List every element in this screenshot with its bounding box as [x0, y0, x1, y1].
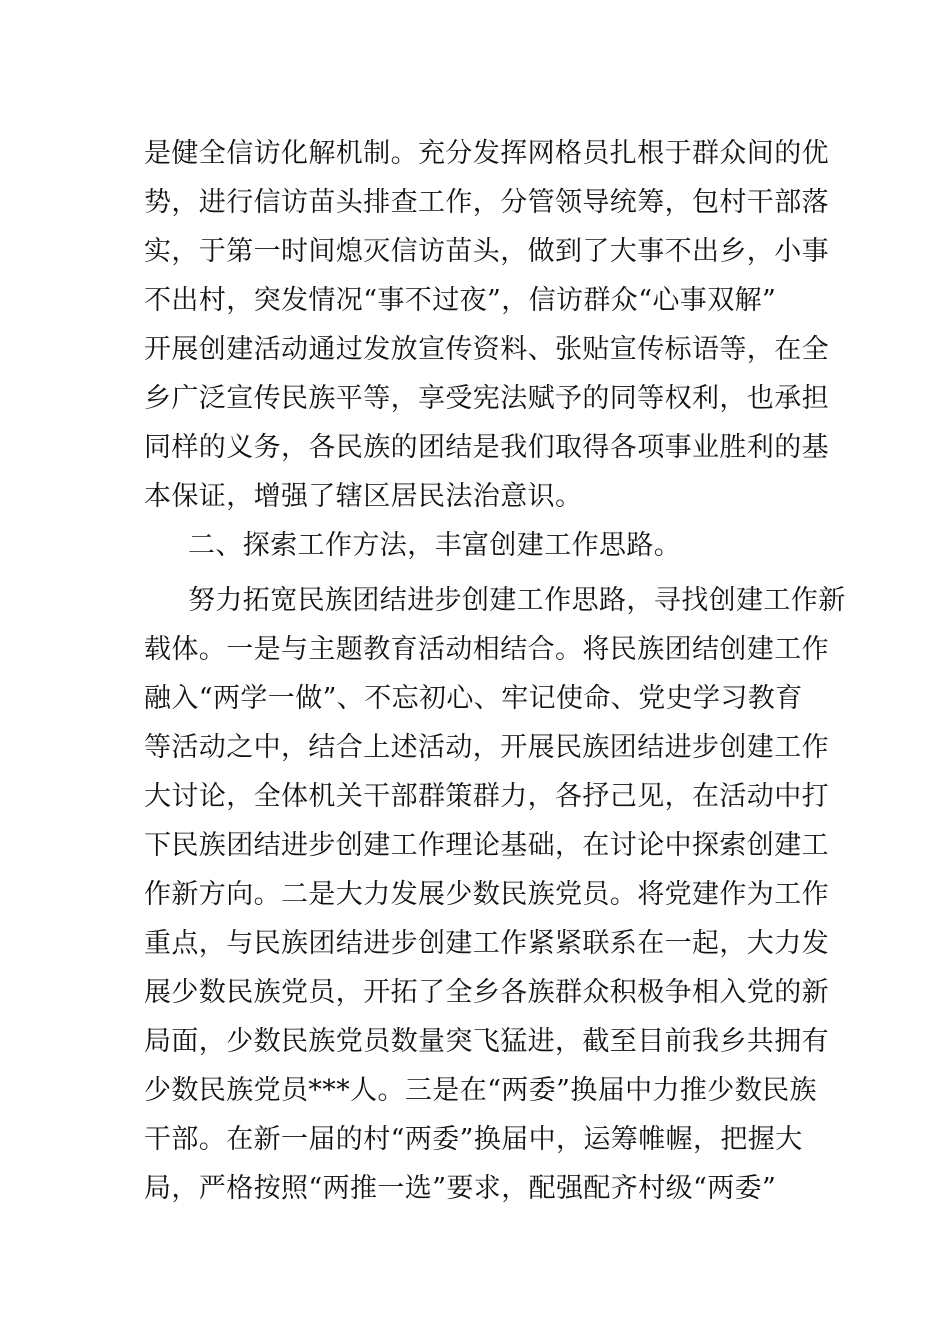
text-line: 融入“两学一做”、不忘初心、牢记使命、党史学习教育	[144, 683, 803, 714]
text-line: 同样的义务，各民族的团结是我们取得各项事业胜利的基	[144, 432, 829, 463]
text-line: 作新方向。二是大力发展少数民族党员。将党建作为工作	[144, 879, 829, 910]
text-line: 乡广泛宣传民族平等，享受宪法赋予的同等权利，也承担	[144, 383, 829, 414]
text-line: 局，严格按照“两推一选”要求，配强配齐村级“两委”	[144, 1173, 777, 1204]
text-line: 等活动之中，结合上述活动，开展民族团结进步创建工作	[144, 732, 829, 763]
text-line: 干部。在新一届的村“两委”换届中，运筹帷幄，把握大	[144, 1124, 803, 1155]
section-heading: 二、探索工作方法，丰富创建工作思路。	[188, 530, 682, 561]
text-line: 展少数民族党员，开拓了全乡各族群众积极争相入党的新	[144, 977, 829, 1008]
text-line: 局面，少数民族党员数量突飞猛进，截至目前我乡共拥有	[144, 1026, 829, 1057]
text-line: 势，进行信访苗头排查工作，分管领导统筹，包村干部落	[144, 187, 829, 218]
text-line: 不出村，突发情况“事不过夜”，信访群众“心事双解”	[144, 285, 777, 316]
text-line: 开展创建活动通过发放宣传资料、张贴宣传标语等，在全	[144, 334, 829, 365]
text-line: 载体。一是与主题教育活动相结合。将民族团结创建工作	[144, 634, 829, 665]
text-line: 实，于第一时间熄灭信访苗头，做到了大事不出乡，小事	[144, 236, 829, 267]
text-line: 大讨论，全体机关干部群策群力，各抒己见，在活动中打	[144, 781, 829, 812]
text-line: 是健全信访化解机制。充分发挥网格员扎根于群众间的优	[144, 138, 829, 169]
text-line: 下民族团结进步创建工作理论基础，在讨论中探索创建工	[144, 830, 829, 861]
text-line: 本保证，增强了辖区居民法治意识。	[144, 481, 583, 512]
text-line: 重点，与民族团结进步创建工作紧紧联系在一起，大力发	[144, 928, 829, 959]
paragraph-first-line: 努力拓宽民族团结进步创建工作思路，寻找创建工作新	[188, 585, 846, 616]
text-line: 少数民族党员***人。三是在“两委”换届中力推少数民族	[144, 1075, 817, 1106]
